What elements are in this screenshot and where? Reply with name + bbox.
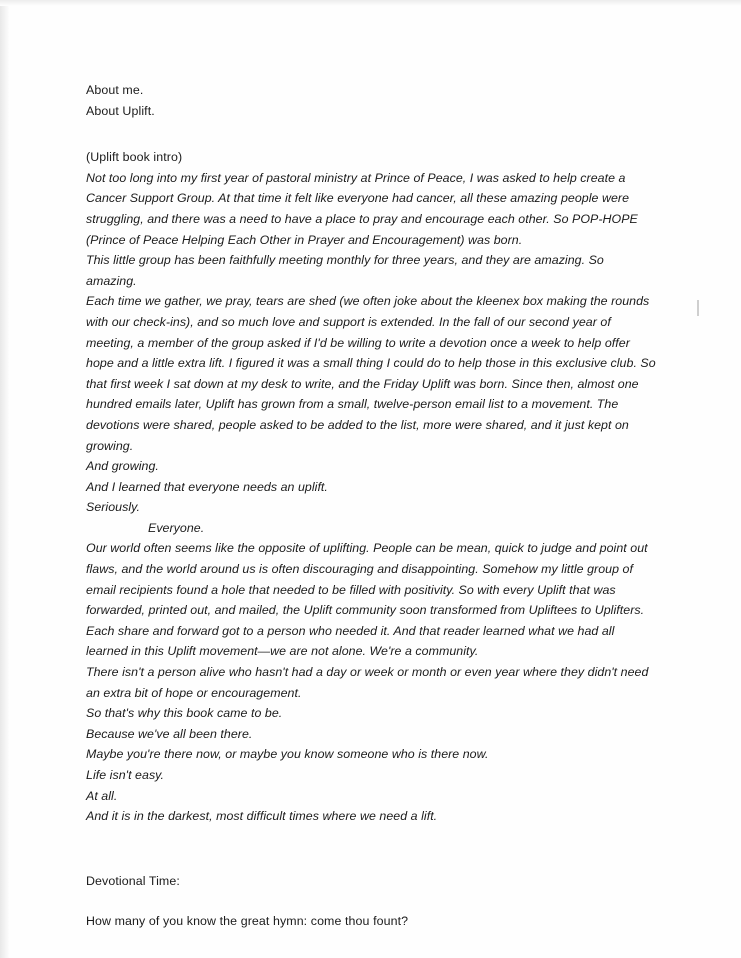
heading-about-uplift: About Uplift.: [86, 103, 155, 118]
paragraph-life-isnt-easy: Life isn't easy.: [86, 768, 165, 782]
paragraph-seriously: Seriously.: [86, 500, 140, 515]
spacer-before-footer: [86, 827, 658, 871]
footer-label-devotional-time: Devotional Time:: [86, 873, 180, 888]
spacer-after-headings: [86, 121, 658, 147]
paragraph-everyone-needs-uplift: And I learned that everyone needs an uplift.: [86, 479, 328, 494]
paragraph-at-all: At all.: [86, 788, 118, 803]
paragraph-why-book-came-to-be: So that's why this book came to be.: [86, 706, 283, 721]
heading-about-me: About me.: [86, 83, 144, 97]
paragraph-everyone: Everyone.: [148, 520, 205, 535]
paragraph-no-person-alive: There isn't a person alive who hasn't had a day or week or month or even year where they didn't need an extra bit of hope or encouragement.: [86, 665, 649, 700]
paragraph-maybe-youre-there-now: Maybe you're there now, or maybe you know someone who is there now.: [86, 747, 489, 762]
paragraph-world-opposite-uplifting: Our world often seems like the opposite of uplifting. People can be mean, quick to judge and point out flaws, and the world around us is often discouraging and disappointing. Somehow my little group of email recipients found a hole that needed to be filled with positivity. So with every Uplift that was forwarded, printed out, and mailed, the Uplift community soon transformed from Upliftees to Uplifters.: [86, 541, 648, 618]
section-label-uplift-book-intro: (Uplift book intro): [86, 150, 183, 165]
paragraph-darkest-times: And it is in the darkest, most difficult times where we need a lift.: [86, 809, 438, 824]
paragraph-each-share-forward: Each share and forward got to a person who needed it. And that reader learned what we had all learned in this Uplift movement—we are not alone. We're a community.: [86, 623, 615, 659]
paragraph-2: This little group has been faithfully meeting monthly for three years, and they are amazing. So amazing.: [86, 253, 604, 288]
paragraph-and-growing: And growing.: [86, 459, 159, 474]
page-left-shadow: [0, 0, 10, 958]
footer-question-hymn: How many of you know the great hymn: come thou fount?: [86, 914, 409, 929]
paragraph-1: Not too long into my first year of pastoral ministry at Prince of Peace, I was asked to help create a Cancer Support Group. At that time it felt like everyone had cancer, all these amazing people were struggling, and there was a need to have a place to pray and encourage each other. So POP-HOPE (Prince of Peace Helping Each Other in Prayer and Encouragement) was born.: [86, 170, 638, 247]
paragraph-weve-all-been-there: Because we've all been there.: [86, 726, 253, 741]
spacer-footer: [86, 891, 658, 911]
page-top-shadow: [0, 0, 741, 6]
document-body: [86, 80, 658, 932]
paragraph-3: Each time we gather, we pray, tears are shed (we often joke about the kleenex box making the rounds with our check-ins), and so much love and support is extended. In the fall of our second year of meeting, a member of the group asked if I'd be willing to write a devotion once a week to help offer hope and a little extra lift. I figured it was a small thing I could do to help those in this exclusive club. So that first week I sat down at my desk to write, and the Friday Uplift was born. Since then, almost one hundred emails later, Uplift has grown from a small, twelve-person email list to a movement. The devotions were shared, people asked to be added to the list, more were shared, and it just kept on growing.: [86, 294, 656, 453]
scan-artifact-mark: [697, 300, 699, 316]
